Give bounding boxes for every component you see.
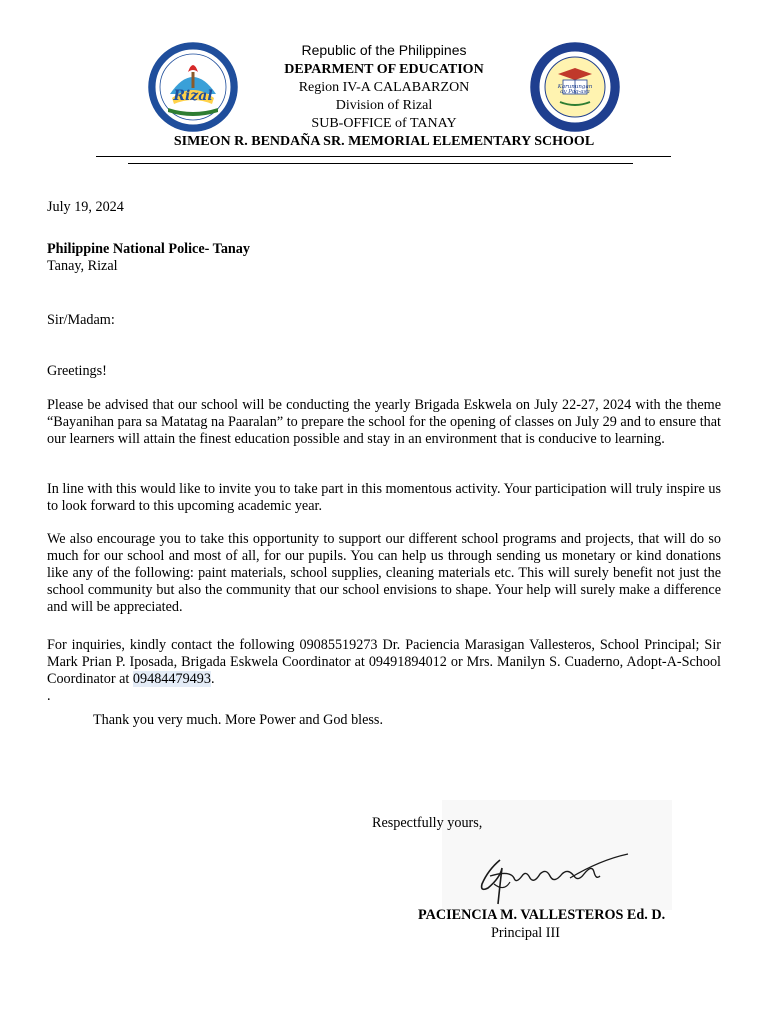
salutation: Sir/Madam: xyxy=(47,312,115,328)
paragraph-4 xyxy=(47,637,721,688)
header-department: DEPARMENT OF EDUCATION xyxy=(284,62,484,77)
greeting: Greetings! xyxy=(47,363,107,379)
header-suboffice: SUB-OFFICE of TANAY xyxy=(311,116,457,131)
header-republic: Republic of the Philippines xyxy=(301,42,467,58)
rizal-logo-text: Rizal xyxy=(173,88,213,104)
header-division: Division of Rizal xyxy=(335,98,433,113)
thank-you-line: Thank you very much. More Power and God bless. xyxy=(93,712,383,728)
header-rule-thin xyxy=(128,163,633,164)
paragraph-1: Please be advised that our school will be conducting the yearly Brigada Eskwela on July 22-27, 2024 with the theme “Bayanihan para sa Matatag na Paaralan” to prepare the school for the opening of classes on July 29 and to ensure that our learners will attain the finest education possible and stay in an environment that is conducive to learning. xyxy=(47,397,721,447)
paragraph-2: In line with this would like to invite you to take part in this momentous activity. Your participation will truly inspire us to look forward to this upcoming academic year. xyxy=(47,481,721,514)
contact-phone: 09484479493 xyxy=(132,670,211,687)
signer-name: PACIENCIA M. VALLESTEROS Ed. D. xyxy=(418,907,666,923)
paragraph-4-text: For inquiries, kindly contact the following 09085519273 Dr. Paciencia Marasigan Vallesteros, School Principal; Sir Mark Prian P. Iposada, Brigada Eskwela Coordinator at 09491894012 or Mrs. Manilyn S. Cuaderno, Adopt-A-School Coordinator at xyxy=(47,637,721,687)
recipient-name: Philippine National Police- Tanay xyxy=(47,241,250,257)
closing: Respectfully yours, xyxy=(372,815,483,831)
recipient-address: Tanay, Rizal xyxy=(47,258,118,274)
seal-motto-line1: Karunungan xyxy=(557,84,593,90)
letter-date: July 19, 2024 xyxy=(47,199,124,215)
header-region: Region IV-A CALABARZON xyxy=(298,80,470,95)
signer-title: Principal III xyxy=(491,925,560,941)
header-school-name: SIMEON R. BENDAÑA SR. MEMORIAL ELEMENTARY SCHOOL xyxy=(173,134,595,149)
signature-scribble xyxy=(470,840,640,910)
paragraph-4-end: . xyxy=(210,670,215,687)
stray-period: . xyxy=(47,688,51,704)
seal-motto-line2: ay Pag-asa xyxy=(560,89,590,95)
header-rule-thick xyxy=(96,156,671,157)
paragraph-3: We also encourage you to take this opportunity to support our different school programs and projects, that will do so much for our school and most of all, for our pupils. You can help us through sending us monetary or kind donations like any of the following: paint materials, school supplies, cleaning materials etc. This will surely benefit not just the school community but also the community that our school envisions to shape. Your help will surely make a difference and will be appreciated. xyxy=(47,531,721,615)
